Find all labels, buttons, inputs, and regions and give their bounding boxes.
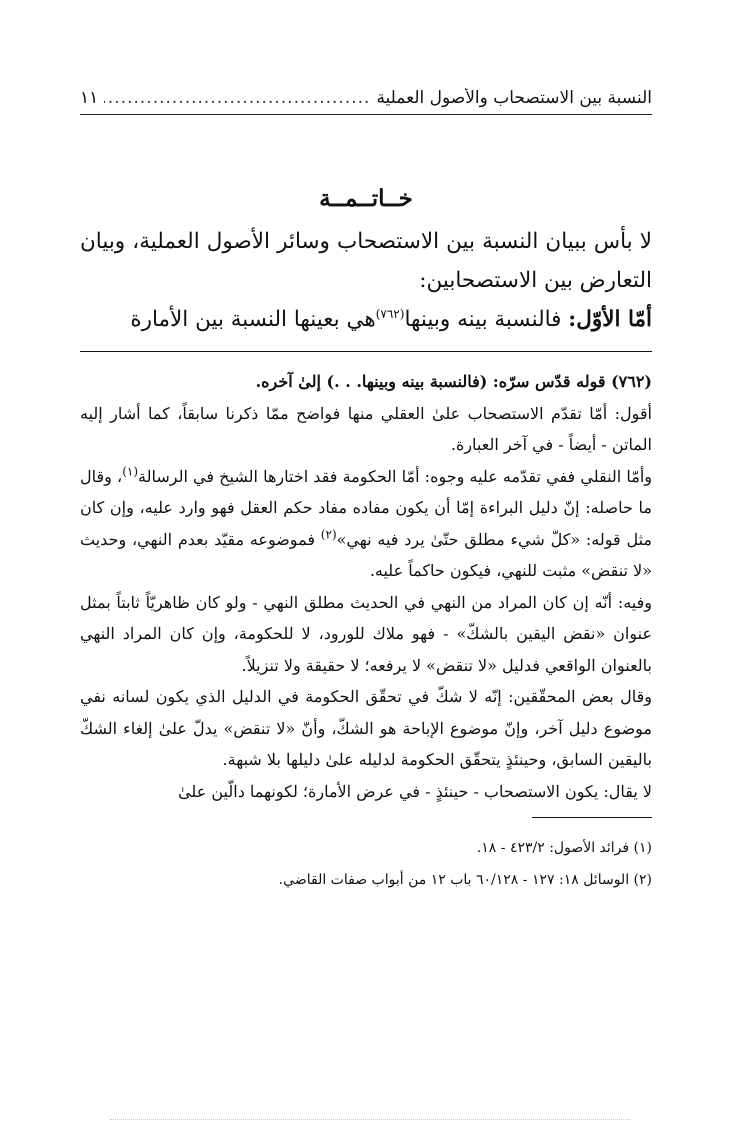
commentary-paragraph-4: وقال بعض المحقّقين: إنّه لا شكّ في تحقّق الحكومة في الدليل الذي يكون لسانه نفي موضوع دليل آخر، وإنّ موضوع الإباحة هو الشكّ، وأنّ «لا تنقض» يدلّ علىٰ إلغاء الشكّ باليقين السابق، وحينئذٍ يتحقّق الحكومة لدليله علىٰ دليلها بلا شبهة. xyxy=(80,687,653,769)
commentary-paragraph-1: أقول: أمّا تقدّم الاستصحاب علىٰ العقلي منها فواضح ممّا ذكرنا سابقاً، كما أشار إليه الماتن - أيضاً - في آخر العبارة. xyxy=(80,403,652,454)
commentary-paragraph-2 xyxy=(80,461,652,587)
footnotes xyxy=(80,832,652,896)
footnote-1: (١) فرائد الأصول: ٤٢٣/٢ - ١٨. xyxy=(476,840,652,856)
main-paragraph-1: لا بأس ببيان النسبة بين الاستصحاب وسائر الأصول العملية، وبيان التعارض بين الاستصحابين: xyxy=(80,229,652,293)
commentary-paragraph-2-part-a: وأمّا النقلي ففي تقدّمه عليه وجوه: أمّا الحكومة فقد اختارها الشيخ في الرسالة xyxy=(138,466,652,486)
chapter-title: خــاتــمــة xyxy=(319,185,413,212)
commentary-paragraph-2-part-c: فموضوعه مقيّد بعدم النهي، وحديث «لا تنقض» مثبت للنهي، فيكون حاكماً عليه. xyxy=(80,529,652,580)
footnote-divider xyxy=(532,817,652,818)
scan-edge-mark xyxy=(110,1119,630,1120)
main-text-divider xyxy=(80,351,652,352)
main-paragraph-2-part-a: فالنسبة بينه وبينها xyxy=(404,307,569,332)
commentary-paragraph-3: وفيه: أنّه إن كان المراد من النهي في الحديث مطلق النهي - ولو كان ظاهريّاً ثابتاً بمثل عنوان «نقض اليقين بالشكّ» - فهو ملاك للورود، لا للحكومة، وإن كان المراد النهي بالعنوان الواقعي فدليل «لا تنقض» لا يرفعه؛ لا حقيقة ولا تنزيلاً. xyxy=(80,592,652,675)
footnote-reference-1: (١) xyxy=(122,464,139,479)
running-header xyxy=(80,88,652,115)
commentary-paragraph-5: لا يقال: يكون الاستصحاب - حينئذٍ - في عرض الأمارة؛ لكونهما دالّين علىٰ xyxy=(178,781,652,801)
running-header-title: النسبة بين الاستصحاب والأصول العملية xyxy=(376,88,652,108)
page-number: ١١ xyxy=(80,88,99,108)
book-page xyxy=(80,88,652,896)
commentary-reference-762: (٧٦٢) xyxy=(375,306,405,321)
footnote-reference-2: (٢) xyxy=(320,527,337,542)
main-text xyxy=(80,222,652,339)
leader-dots xyxy=(104,88,370,108)
main-paragraph-2-part-b: هي بعينها النسبة بين الأمارة xyxy=(130,307,376,332)
commentary xyxy=(80,366,652,807)
footnote-2: (٢) الوسائل ١٨: ١٢٧ - ٦٠/١٢٨ باب ١٢ من أبواب صفات القاضي. xyxy=(278,872,652,888)
main-paragraph-2 xyxy=(80,300,652,339)
lead-word: أمّا الأوّل: xyxy=(568,307,652,332)
commentary-paragraph-2-part-b: ، وقال ما حاصله: إنّ دليل البراءة إمّا أن يكون مفاده مفاد حكم العقل فهو وارد عليه، وإن كان مثل قوله: «كلّ شيء مطلق حتّىٰ يرد فيه نهي» xyxy=(80,466,653,549)
commentary-heading: (٧٦٢) قوله قدّس سرّه: (فالنسبة بينه وبينها. . .) إلىٰ آخره. xyxy=(255,372,652,391)
